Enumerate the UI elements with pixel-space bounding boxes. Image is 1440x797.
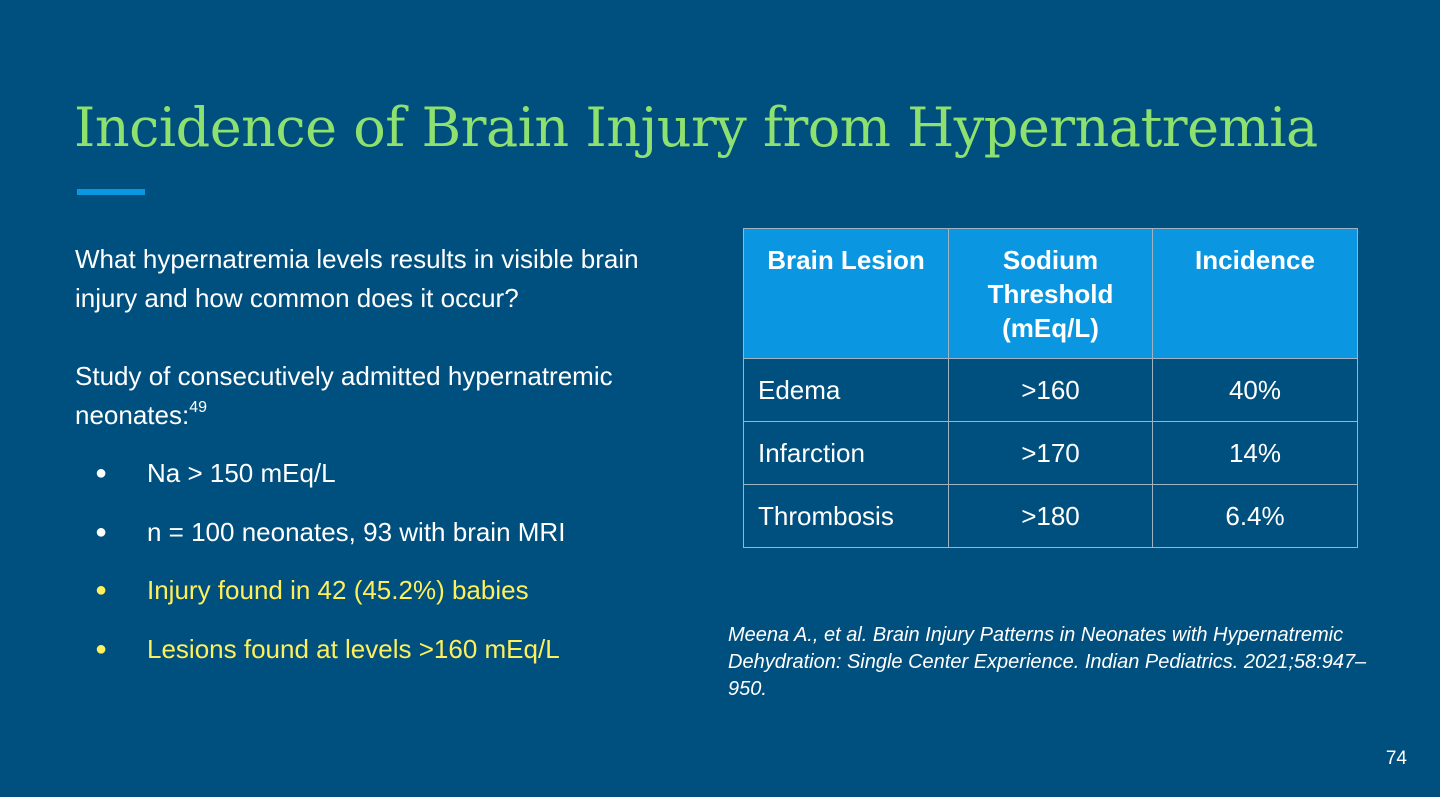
title-underline	[77, 189, 145, 195]
cell-lesion: Thrombosis	[744, 485, 949, 548]
cell-threshold: >160	[949, 359, 1153, 422]
header-incidence: Incidence	[1153, 229, 1358, 359]
cell-lesion: Edema	[744, 359, 949, 422]
table-row	[744, 359, 1358, 422]
bullet-text: Injury found in 42 (45.2%) babies	[147, 575, 529, 605]
list-item-highlighted	[75, 630, 695, 689]
cell-threshold: >170	[949, 422, 1153, 485]
list-item	[75, 513, 695, 572]
question-text: What hypernatremia levels results in visible brain injury and how common does it occur?	[75, 244, 639, 313]
cell-incidence: 6.4%	[1153, 485, 1358, 548]
page-number: 74	[1385, 748, 1407, 769]
cell-threshold: >180	[949, 485, 1153, 548]
list-item-highlighted	[75, 571, 695, 630]
study-description	[75, 357, 685, 439]
study-text: Study of consecutively admitted hypernatremic neonates:	[75, 361, 613, 430]
findings-list	[75, 454, 695, 688]
bullet-icon: ●	[95, 637, 108, 660]
incidence-table	[743, 228, 1358, 548]
bullet-text: Lesions found at levels >160 mEq/L	[147, 633, 560, 664]
left-text-column	[75, 240, 685, 439]
bullet-icon: ●	[95, 579, 108, 601]
citation-text: Meena A., et al. Brain Injury Patterns in Neonates with Hypernatremic Dehydration: Single Center Experience. Indian Pediatrics. 2021;58:947–950.	[728, 624, 1367, 700]
bullet-icon: ●	[95, 520, 108, 543]
table-row	[744, 422, 1358, 485]
header-sodium-threshold: Sodium Threshold (mEq/L)	[949, 229, 1153, 359]
reference-superscript: 49	[189, 399, 208, 416]
list-item	[75, 454, 695, 513]
header-brain-lesion: Brain Lesion	[744, 229, 949, 359]
bullet-text: n = 100 neonates, 93 with brain MRI	[147, 516, 566, 547]
cell-lesion: Infarction	[744, 422, 949, 485]
cell-incidence: 40%	[1153, 359, 1358, 422]
bullet-text: Na > 150 mEq/L	[147, 458, 336, 488]
bullet-icon: ●	[95, 462, 108, 484]
table-row	[744, 485, 1358, 548]
cell-incidence: 14%	[1153, 422, 1358, 485]
table-header-row	[744, 229, 1358, 359]
slide-title: Incidence of Brain Injury from Hypernatremia	[74, 96, 1318, 159]
